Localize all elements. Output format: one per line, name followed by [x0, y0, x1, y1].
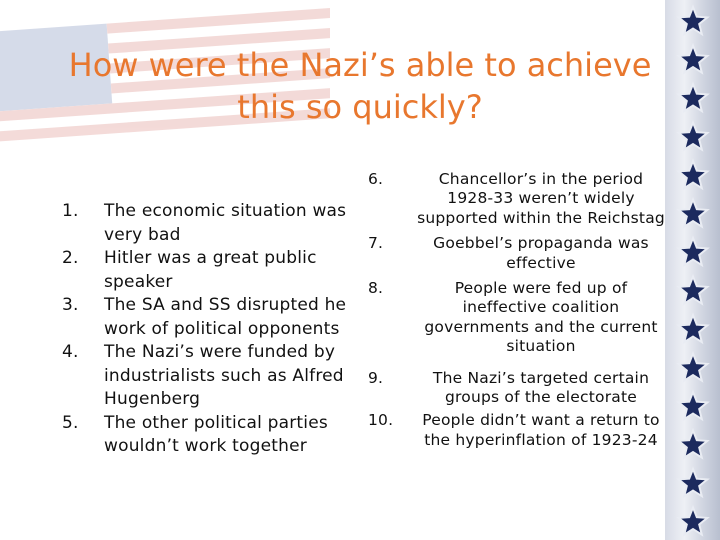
- star-icon: [679, 200, 708, 227]
- item-text: People didn’t want a return to the hyperinflation of 1923-24: [422, 411, 660, 449]
- star-icon: [679, 392, 708, 419]
- star-icon: [679, 46, 708, 73]
- item-number: 5.: [62, 412, 79, 433]
- item-text: Goebbel’s propaganda was effective: [433, 234, 649, 272]
- star-icon: [679, 354, 708, 381]
- list-item: [62, 294, 357, 341]
- item-number: 1.: [62, 201, 79, 221]
- item-text: The Nazi’s were funded by industrialists such as Alfred Hugenberg: [104, 342, 344, 409]
- item-number: 3.: [62, 295, 79, 315]
- list-item: [62, 412, 357, 459]
- star-column: [665, 0, 720, 540]
- item-text: The SA and SS disrupted he work of political opponents: [104, 295, 347, 339]
- right-list: [368, 170, 668, 450]
- star-icon: [679, 315, 708, 342]
- star-icon: [679, 469, 708, 496]
- item-number: 2.: [62, 248, 79, 268]
- item-text: People were fed up of ineffective coalition governments and the current situation: [424, 279, 658, 356]
- item-number: 7.: [368, 234, 384, 253]
- star-icon: [679, 161, 708, 188]
- star-icon: [679, 7, 708, 34]
- item-number: 9.: [368, 368, 384, 387]
- list-item: [62, 341, 357, 412]
- item-text: Hitler was a great public speaker: [104, 248, 317, 292]
- list-item: [368, 279, 668, 357]
- star-icon: [679, 508, 708, 535]
- list-item: [62, 247, 357, 294]
- item-number: 6.: [368, 170, 384, 188]
- star-icon: [679, 431, 708, 458]
- item-text: The other political parties wouldn’t work together: [104, 412, 328, 456]
- list-item: [368, 170, 668, 228]
- list-item: [368, 234, 668, 273]
- star-icon: [679, 84, 708, 111]
- list-item: [368, 369, 668, 408]
- item-number: 8.: [368, 279, 384, 298]
- list-item: [62, 200, 357, 247]
- item-text: Chancellor’s in the period 1928-33 weren’t widely supported within the Reichstag: [417, 170, 665, 227]
- star-icon: [679, 277, 708, 304]
- item-text: The economic situation was very bad: [104, 201, 347, 245]
- star-icon: [679, 238, 708, 265]
- left-list: [62, 200, 357, 459]
- slide-title: How were the Nazi’s able to achieve this so quickly?: [68, 46, 652, 126]
- item-number: 4.: [62, 342, 79, 362]
- item-text: The Nazi’s targeted certain groups of the electorate: [432, 368, 650, 407]
- star-icon: [679, 123, 708, 150]
- item-number: 10.: [368, 411, 394, 430]
- list-item: [368, 411, 668, 450]
